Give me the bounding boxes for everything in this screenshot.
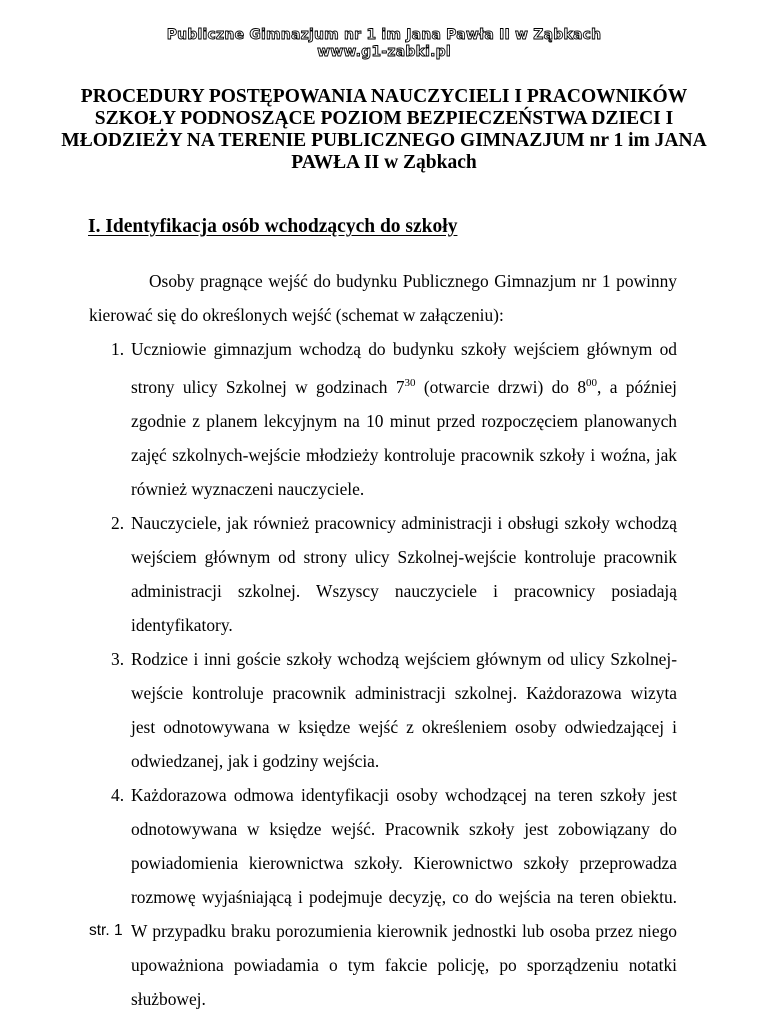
time-superscript: 00: [586, 377, 598, 389]
list-item-number: 3.: [111, 648, 125, 669]
page-number: str. 1: [89, 922, 123, 939]
list-item-number: 2.: [111, 512, 125, 533]
list-item-text: Uczniowie gimnazjum wchodzą do budynku szkoły wejściem głównym od strony ulicy Szkolnej w godzinach $7^{30}$ (otwarcie drzwi) do $8^{00}$, a później zgodnie z planem lekcyjnym na 10 minut przed rozpoczęciem planowanych zajęć szkolnych-wejście młodzieży kontroluje pracownik szkoły i woźna, jak również wyznaczeni nauczyciele.: [131, 339, 677, 499]
list-item-number: 4.: [111, 784, 125, 805]
time-superscript: 30: [404, 377, 416, 389]
list-item: [89, 778, 677, 1016]
list-item: [89, 506, 677, 642]
list-item-text: Rodzice i inni goście szkoły wchodzą wejściem głównym od ulicy Szkolnej-wejście kontroluje pracownik administracji szkolnej. Każdorazowa wizyta jest odnotowywana w księdze wejść z określeniem osoby odwiedzającej i odwiedzanej, jak i godziny wejścia.: [131, 648, 677, 771]
list-item-text: Każdorazowa odmowa identyfikacji osoby wchodzącej na teren szkoły jest odnotowywana w księdze wejść. Pracownik szkoły jest zobowiązany do powiadomienia kierownictwa szkoły. Kierownictwo szkoły przeprowadza rozmowę wyjaśniającą i podejmuje decyzję, co do wejścia na teren obiektu. W przypadku braku porozumienia kierownik jednostki lub osoba przez niego upoważniona powiadamia o tym fakcie policję, po sporządzeniu notatki służbowej.: [131, 784, 677, 1009]
document-header: [0, 27, 768, 61]
document-title: PROCEDURY POSTĘPOWANIA NAUCZYCIELI I PRACOWNIKÓW SZKOŁY PODNOSZĄCE POZIOM BEZPIECZEŃSTWA DZIECI I MŁODZIEŻY NA TERENIE PUBLICZNEGO GIMNAZJUM nr 1 im JANA PAWŁA II w Ząbkach: [61, 86, 707, 173]
list-item-number: 1.: [111, 339, 125, 359]
header-school-name: Publiczne Gimnazjum nr 1 im Jana Pawła II w Ząbkach: [166, 27, 602, 43]
header-website: www.g1-zabki.pl: [317, 44, 451, 60]
procedure-list: [89, 332, 677, 1016]
section-body: [89, 264, 677, 1016]
section-heading: I. Identyfikacja osób wchodzących do szkoły: [88, 216, 458, 237]
intro-paragraph: Osoby pragnące wejść do budynku Publicznego Gimnazjum nr 1 powinny kierować się do określonych wejść (schemat w załączeniu):: [89, 271, 677, 325]
list-item-text: Nauczyciele, jak również pracownicy administracji i obsługi szkoły wchodzą wejściem głównym od strony ulicy Szkolnej-wejście kontroluje pracownik administracji szkolnej. Wszyscy nauczyciele i pracownicy posiadają identyfikatory.: [131, 512, 677, 635]
list-item: [89, 642, 677, 778]
list-item: [89, 332, 677, 506]
